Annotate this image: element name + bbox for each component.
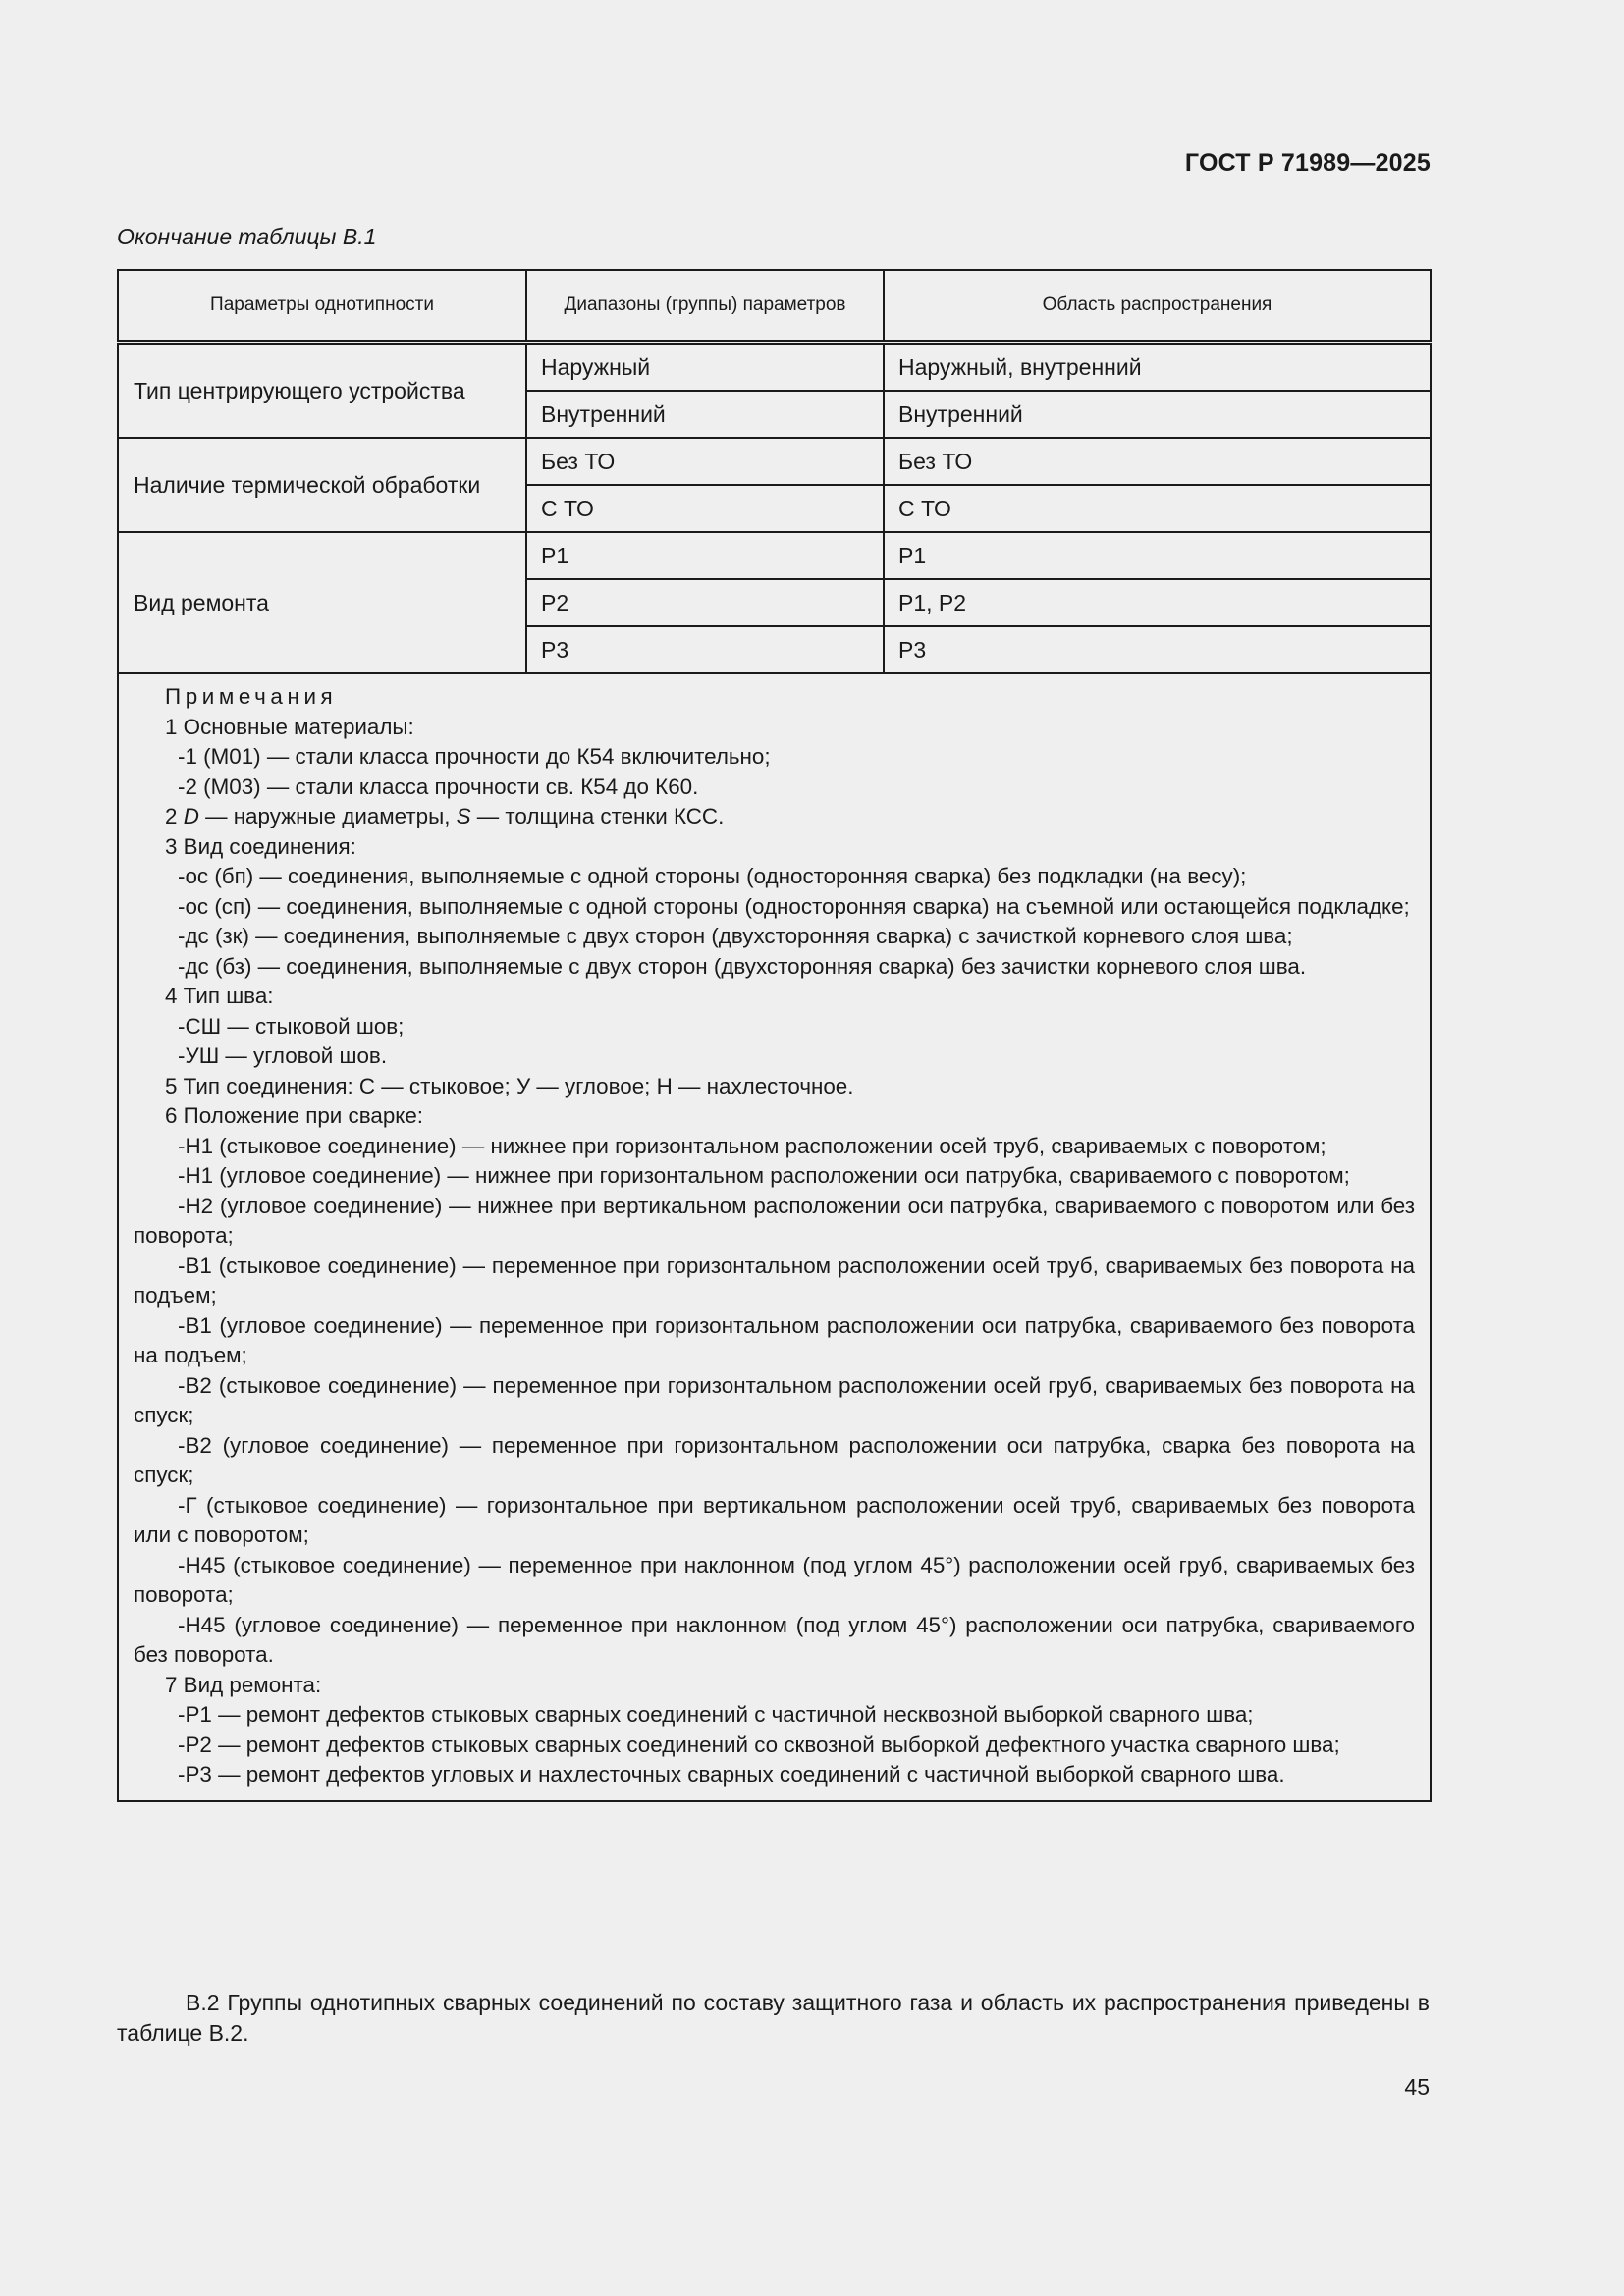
note-subitem-text: Р2 — ремонт дефектов стыковых сварных соединений со сквозной выборкой дефектного участка сварного шва; [185, 1732, 1340, 1757]
scope-cell: Р3 [884, 626, 1431, 673]
note-subitem [134, 1041, 1415, 1072]
note-subitem-text: В1 (угловое соединение) — переменное при горизонтальном расположении оси патрубка, свариваемого без поворота на подъем; [134, 1312, 1415, 1367]
note-bullet: - [178, 1193, 186, 1218]
note-subitem [134, 1132, 1415, 1162]
notes-title: Примечания [165, 684, 338, 709]
note-bullet: - [178, 1432, 186, 1458]
note-item: 4 Тип шва: [165, 984, 274, 1008]
table-header-row [118, 270, 1431, 343]
note-bullet: - [178, 893, 186, 919]
note-subitem-text: дс (бз) — соединения, выполняемые с двух сторон (двухсторонняя сварка) без зачистки корневого слоя шва. [185, 953, 1307, 979]
note-bullet: - [178, 1762, 186, 1787]
scope-cell: Р1 [884, 532, 1431, 579]
note-subitem [134, 1731, 1415, 1761]
note-subitem [134, 1371, 1415, 1431]
notes-list [134, 713, 1415, 1790]
scope-cell: Внутренний [884, 391, 1431, 438]
param-cell: Вид ремонта [118, 532, 526, 673]
param-cell: Тип центрирующего устройства [118, 343, 526, 439]
note-subitem [134, 952, 1415, 983]
note-item: 3 Вид соединения: [165, 833, 356, 859]
note-subitem [134, 862, 1415, 892]
note-bullet: - [178, 864, 186, 888]
header-cell-params: Параметры однотипности [118, 270, 526, 343]
table-row [118, 532, 1431, 579]
header-cell-ranges: Диапазоны (группы) параметров [526, 270, 884, 343]
note-subitem-text: В2 (стыковое соединение) — переменное при горизонтальном расположении осей груб, свариваемых без поворота на спуск; [134, 1372, 1415, 1427]
scope-cell: С ТО [884, 485, 1431, 532]
note-item: 7 Вид ремонта: [165, 1672, 322, 1697]
note-subitem-text: Н2 (угловое соединение) — нижнее при вертикальном расположении оси патрубка, свариваемого с поворотом или без поворота; [134, 1193, 1415, 1248]
note-subitem-text: ос (сп) — соединения, выполняемые с одной стороны (односторонняя сварка) на съемной или остающейся подкладке; [185, 893, 1410, 919]
note-bullet: - [178, 1312, 186, 1338]
table-row [118, 438, 1431, 485]
note-item: 1 Основные материалы: [165, 714, 414, 739]
note-subitem [134, 1161, 1415, 1192]
note-subitem-text: Р3 — ремонт дефектов угловых и нахлесточных сварных соединений с частичной выборкой сварного шва. [185, 1762, 1285, 1787]
note-subitem [134, 1311, 1415, 1371]
range-cell: Наружный [526, 343, 884, 392]
note-subitem [134, 1192, 1415, 1252]
note-item: 2 D — наружные диаметры, S — толщина стенки КСС. [165, 804, 725, 828]
scope-cell: Без ТО [884, 438, 1431, 485]
page-number: 45 [1404, 2074, 1430, 2100]
note-bullet: - [178, 1492, 186, 1518]
note-subitem-text: Н1 (стыковое соединение) — нижнее при горизонтальном расположении осей труб, свариваемых с поворотом; [185, 1133, 1326, 1158]
note-subitem [134, 1551, 1415, 1611]
note-bullet: - [178, 1043, 186, 1068]
range-cell: Внутренний [526, 391, 884, 438]
table-caption: Окончание таблицы В.1 [117, 224, 377, 249]
header-cell-scope: Область распространения [884, 270, 1431, 343]
note-subitem-text: В2 (угловое соединение) — переменное при горизонтальном расположении оси патрубка, сварка без поворота на спуск; [134, 1432, 1415, 1487]
note-subitem [134, 892, 1415, 923]
note-item: 5 Тип соединения: С — стыковое; У — угловое; Н — нахлесточное. [165, 1073, 854, 1098]
body-paragraph: В.2 Группы однотипных сварных соединений по составу защитного газа и область их распространения приведены в таблице В.2. [117, 1990, 1430, 2046]
note-subitem [134, 1012, 1415, 1042]
note-subitem [134, 773, 1415, 803]
note-subitem-text: СШ — стыковой шов; [185, 1013, 405, 1039]
note-subitem [134, 1252, 1415, 1311]
note-bullet: - [178, 1372, 186, 1398]
note-subitem-text: В1 (стыковое соединение) — переменное при горизонтальном расположении осей труб, свариваемых без поворота на подъем; [134, 1253, 1415, 1308]
table-row [118, 343, 1431, 392]
note-bullet: - [178, 1702, 186, 1727]
note-subitem [134, 922, 1415, 952]
note-subitem [134, 1700, 1415, 1731]
range-cell: С ТО [526, 485, 884, 532]
note-subitem [134, 1431, 1415, 1491]
note-bullet: - [178, 1612, 186, 1637]
note-subitem-text: УШ — угловой шов. [185, 1043, 388, 1068]
note-subitem [134, 742, 1415, 773]
scope-cell: Наружный, внутренний [884, 343, 1431, 392]
note-bullet: - [178, 744, 186, 769]
document-code: ГОСТ Р 71989—2025 [1184, 149, 1431, 177]
parameters-table [117, 269, 1432, 1802]
note-bullet: - [178, 1253, 186, 1278]
note-subitem-text: Н45 (угловое соединение) — переменное при наклонном (под углом 45°) расположении оси патрубка, свариваемого без поворота. [134, 1612, 1415, 1667]
note-bullet: - [178, 1133, 186, 1158]
note-subitem [134, 1611, 1415, 1671]
note-bullet: - [178, 1013, 186, 1039]
note-subitem-text: 2 (М03) — стали класса прочности св. К54 до К60. [185, 774, 699, 799]
note-bullet: - [178, 953, 186, 979]
note-bullet: - [178, 774, 186, 799]
note-subitem [134, 1760, 1415, 1790]
range-cell: Без ТО [526, 438, 884, 485]
param-cell: Наличие термической обработки [118, 438, 526, 532]
scope-cell: Р1, Р2 [884, 579, 1431, 626]
note-subitem-text: ос (бп) — соединения, выполняемые с одной стороны (односторонняя сварка) без подкладки (на весу); [185, 864, 1247, 888]
range-cell: Р1 [526, 532, 884, 579]
note-bullet: - [178, 1163, 186, 1188]
note-subitem [134, 1491, 1415, 1551]
range-cell: Р2 [526, 579, 884, 626]
range-cell: Р3 [526, 626, 884, 673]
note-bullet: - [178, 1732, 186, 1757]
note-item: 6 Положение при сварке: [165, 1103, 423, 1128]
note-subitem-text: Н45 (стыковое соединение) — переменное при наклонном (под углом 45°) расположении осей груб, свариваемых без поворота; [134, 1552, 1415, 1607]
notes-cell [118, 673, 1431, 1801]
notes-row [118, 673, 1431, 1801]
note-bullet: - [178, 1552, 186, 1577]
note-subitem-text: 1 (М01) — стали класса прочности до К54 включительно; [185, 744, 771, 769]
note-subitem-text: Н1 (угловое соединение) — нижнее при горизонтальном расположении оси патрубка, свариваемого с поворотом; [185, 1163, 1350, 1188]
note-subitem-text: Г (стыковое соединение) — горизонтальное при вертикальном расположении осей труб, свариваемых без поворота или с поворотом; [134, 1492, 1415, 1547]
note-subitem-text: Р1 — ремонт дефектов стыковых сварных соединений с частичной несквозной выборкой сварного шва; [185, 1702, 1254, 1727]
note-subitem-text: дс (зк) — соединения, выполняемые с двух сторон (двухсторонняя сварка) с зачисткой корневого слоя шва; [185, 924, 1293, 948]
note-bullet: - [178, 924, 186, 948]
